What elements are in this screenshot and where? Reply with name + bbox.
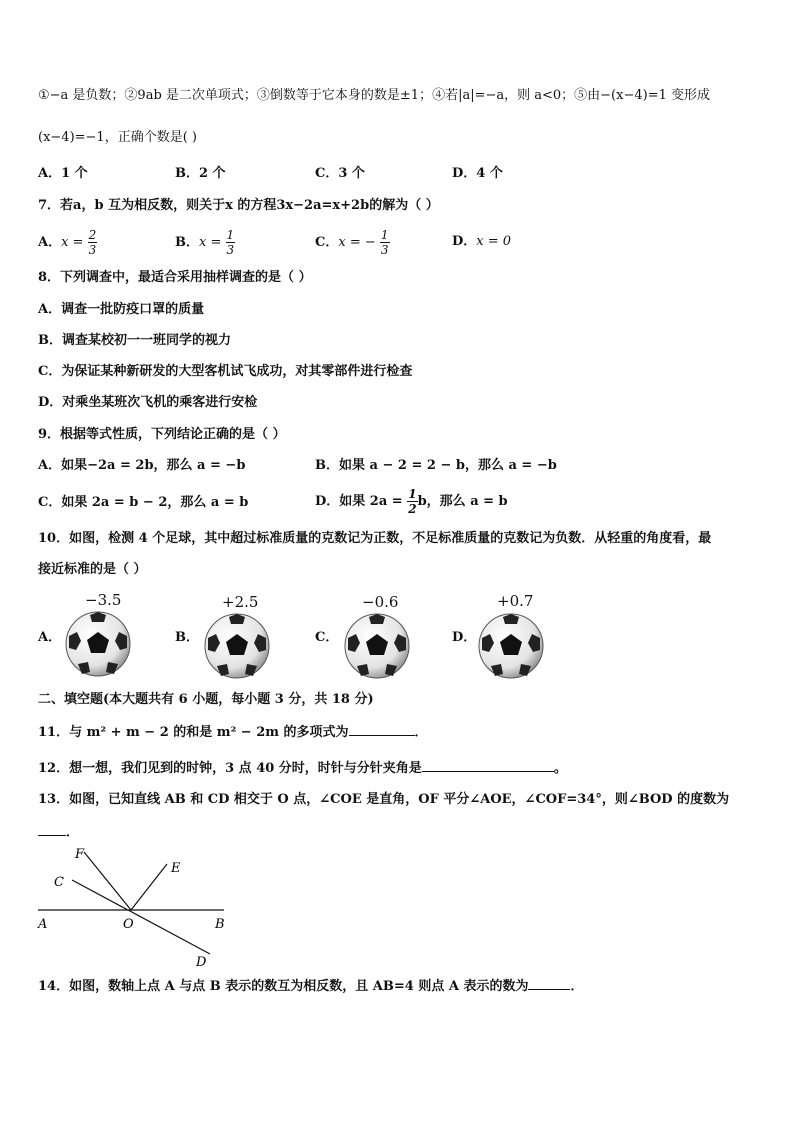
label-b: B <box>215 917 225 932</box>
line-cd <box>72 880 210 954</box>
q13-line1: 13．如图，已知直线 AB 和 CD 相交于 O 点，∠COE 是直角，OF 平分∠AOE，∠COF=34°，则∠BOD 的度数为 <box>38 792 730 807</box>
q6-option-b: B．2 个 <box>175 166 226 181</box>
soccer-ball-icon <box>343 612 411 680</box>
q9-option-c: C．如果 2a = b − 2，那么 a = b <box>38 495 249 510</box>
q7-option-c: C．x = − $\frac{1}{3}$ <box>315 228 389 257</box>
q10-option-a-label: A． <box>38 630 62 645</box>
q6-line2: (x−4)=−1，正确个数是( ) <box>38 130 197 145</box>
q8-stem: 8．下列调查中，最适合采用抽样调查的是（ ） <box>38 270 312 285</box>
q10-ball-b-value: +2.5 <box>222 593 259 611</box>
answer-blank[interactable] <box>422 758 554 772</box>
soccer-ball-icon <box>477 612 545 680</box>
ray-of <box>84 852 131 910</box>
q14: 14．如图，数轴上点 A 与点 B 表示的数互为相反数，且 AB=4 则点 A 表示的数为 ． <box>38 976 584 997</box>
label-e: E <box>171 861 181 876</box>
q9-stem: 9．根据等式性质，下列结论正确的是（ ） <box>38 427 286 442</box>
label-c: C <box>54 875 64 890</box>
q6-line1: ①−a 是负数；②9ab 是二次单项式；③倒数等于它本身的数是±1；④若|a|=−a，则 a<0；⑤由−(x−4)=1 变形成 <box>38 88 710 103</box>
q11: 11．与 m² + m − 2 的和是 m² − 2m 的多项式为 ． <box>38 722 428 743</box>
q10-line2: 接近标准的是（ ） <box>38 562 147 577</box>
q9-option-b: B．如果 a − 2 = 2 − b，那么 a = −b <box>315 458 557 473</box>
ray-oe <box>131 864 167 910</box>
label-d: D <box>196 955 207 970</box>
soccer-ball-icon <box>203 612 271 680</box>
q9-option-a: A．如果−2a = 2b，那么 a = −b <box>38 458 246 473</box>
q9-option-d: D．如果 2a = $\frac{1}{2}$ b，那么 a = b <box>315 487 508 516</box>
answer-blank[interactable] <box>38 822 66 836</box>
soccer-ball-icon <box>64 610 132 678</box>
section-heading: 二、填空题(本大题共有 6 小题，每小题 3 分，共 18 分) <box>38 692 374 707</box>
q8-option-a: A．调查一批防疫口罩的质量 <box>38 302 205 317</box>
q10-ball-c-value: −0.6 <box>362 593 399 611</box>
label-o: O <box>123 917 134 932</box>
q10-option-b-label: B． <box>175 630 199 645</box>
q7-option-b: B．x = $\frac{1}{3}$ <box>175 228 235 257</box>
label-f: F <box>75 847 85 862</box>
q6-option-a: A．1 个 <box>38 166 88 181</box>
q10-line1: 10．如图，检测 4 个足球，其中超过标准质量的克数记为正数，不足标准质量的克数记为负数．从轻重的角度看，最 <box>38 531 712 546</box>
geometry-figure <box>30 842 240 970</box>
q7-option-a: A．x = $\frac{2}{3}$ <box>38 228 97 257</box>
q12: 12．想一想，我们见到的时钟，3 点 40 分时，时针与分针夹角是 。 <box>38 758 567 779</box>
q6-option-d: D．4 个 <box>452 166 503 181</box>
q6-option-c: C．3 个 <box>315 166 365 181</box>
q10-ball-d-value: +0.7 <box>497 592 534 610</box>
q7-option-d: D．x = 0 <box>452 234 512 249</box>
answer-blank[interactable] <box>349 722 415 736</box>
q8-option-d: D．对乘坐某班次飞机的乘客进行安检 <box>38 395 258 410</box>
answer-blank[interactable] <box>528 976 570 990</box>
q10-ball-a-value: −3.5 <box>85 591 122 609</box>
q8-option-c: C．为保证某种新研发的大型客机试飞成功，对其零部件进行检查 <box>38 364 413 379</box>
q8-option-b: B．调查某校初一一班同学的视力 <box>38 333 231 348</box>
q7-stem: 7．若a，b 互为相反数，则关于x 的方程3x−2a=x+2b的解为（ ） <box>38 198 439 213</box>
q10-option-d-label: D． <box>452 630 477 645</box>
q13-line2: ． <box>38 822 79 843</box>
label-a: A <box>38 917 48 932</box>
q10-option-c-label: C． <box>315 630 339 645</box>
